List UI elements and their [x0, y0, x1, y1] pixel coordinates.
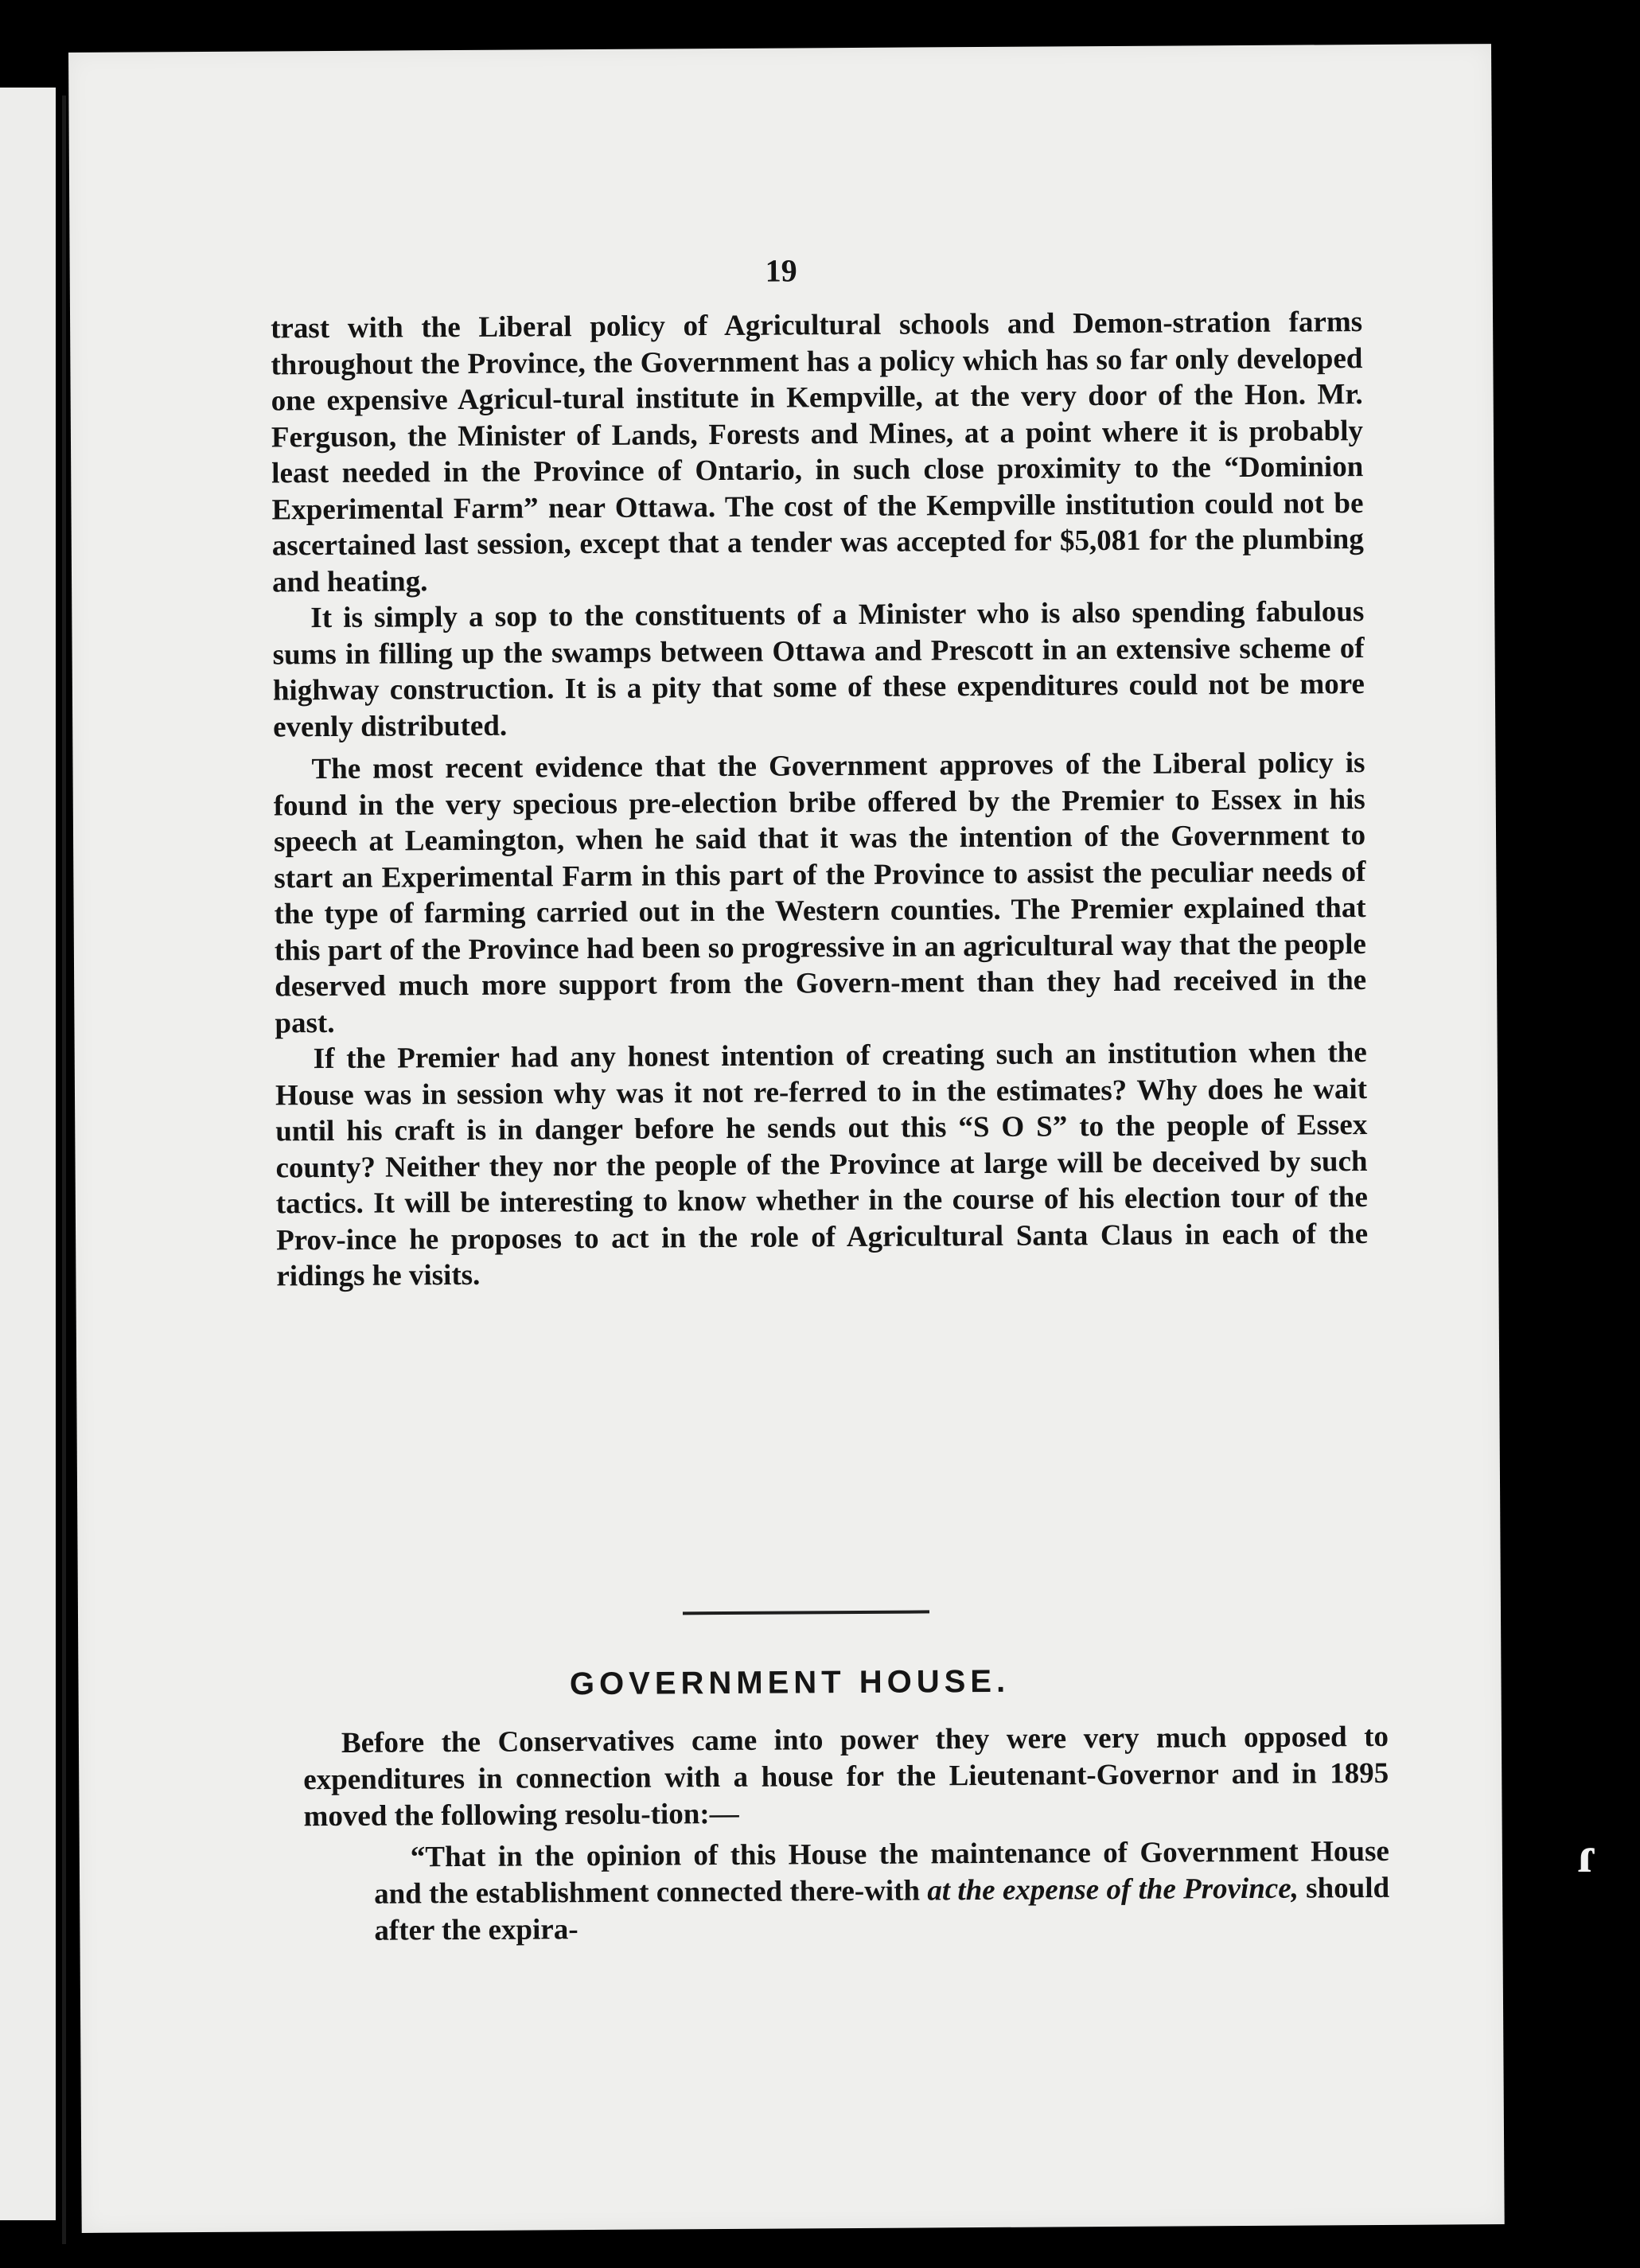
- binding-shadow: [62, 95, 66, 2244]
- paragraph-premier-intention: If the Premier had any honest intention of creating such an institution when the House was in session why was it not re-ferred to in the estimates? Why does he wait until his craft is in danger before he sends out this “S O S” to the people of Essex county? Neither they nor the people of the Province at large will be deceived by such tactics. It will be interesting to know whether in the course of his election tour of the Prov-ince he proposes to act in the role of Agricultural Santa Claus in each of the ridings he visits.: [275, 1036, 1369, 1293]
- body-text: [271, 304, 1369, 1295]
- left-page-edge: [0, 88, 56, 2220]
- paragraph-recent-evidence: The most recent evidence that the Government approves of the Liberal policy is found in the very specious pre-election bribe offered by the Premier to Essex in his speech at Leamington, when he said that it was the intention of the Government to start an Experimental Farm in this part of the Province to assist the peculiar needs of the type of farming carried out in the Western counties. The Premier explained that this part of the Province had been so progressive in an agricultural way that the people deserved much more support from the Govern-ment than they had received in the past.: [273, 746, 1367, 1039]
- page-number: 19: [765, 252, 797, 289]
- section-text: [303, 1719, 1390, 1950]
- document-page: [68, 44, 1505, 2233]
- quote-emphasis: at the expense of the Province,: [927, 1872, 1299, 1908]
- margin-mark: ɾ: [1577, 1826, 1598, 1883]
- resolution-quote: [304, 1833, 1390, 1950]
- quote-start: “That in the opinion of this House the maintenance of Government House and the establishment connected there-with: [374, 1834, 1389, 1911]
- paragraph-sop-to-constituents: It is simply a sop to the constituents of a Minister who is also spending fabulous sums in filling up the swamps between Ottawa and Prescott in an extensive scheme of highway construction. It is a pity that some of these expenditures could not be more evenly distributed.: [272, 595, 1365, 743]
- section-divider: [683, 1610, 929, 1615]
- paragraph-agricultural-schools: trast with the Liberal policy of Agricultural schools and Demon-stration farms throughout the Province, the Government has a policy which has so far only developed one expensive Agricul-tural institute in Kempville, at the very door of the Hon. Mr. Ferguson, the Minister of Lands, Forests and Mines, at a point where it is probably least needed in the Province of Ontario, in such close proximity to the “Dominion Experimental Farm” near Ottawa. The cost of the Kempville institution could not be ascertained last session, except that a tender was accepted for $5,081 for the plumbing and heating.: [270, 306, 1364, 598]
- section-intro: Before the Conservatives came into power they were very much opposed to expenditures in connection with a house for the Lieutenant-Governor and in 1895 moved the following resolu-tion:—: [303, 1720, 1389, 1833]
- section-heading: GOVERNMENT HOUSE.: [569, 1663, 1011, 1702]
- quote-end: should after the expira-: [374, 1871, 1390, 1947]
